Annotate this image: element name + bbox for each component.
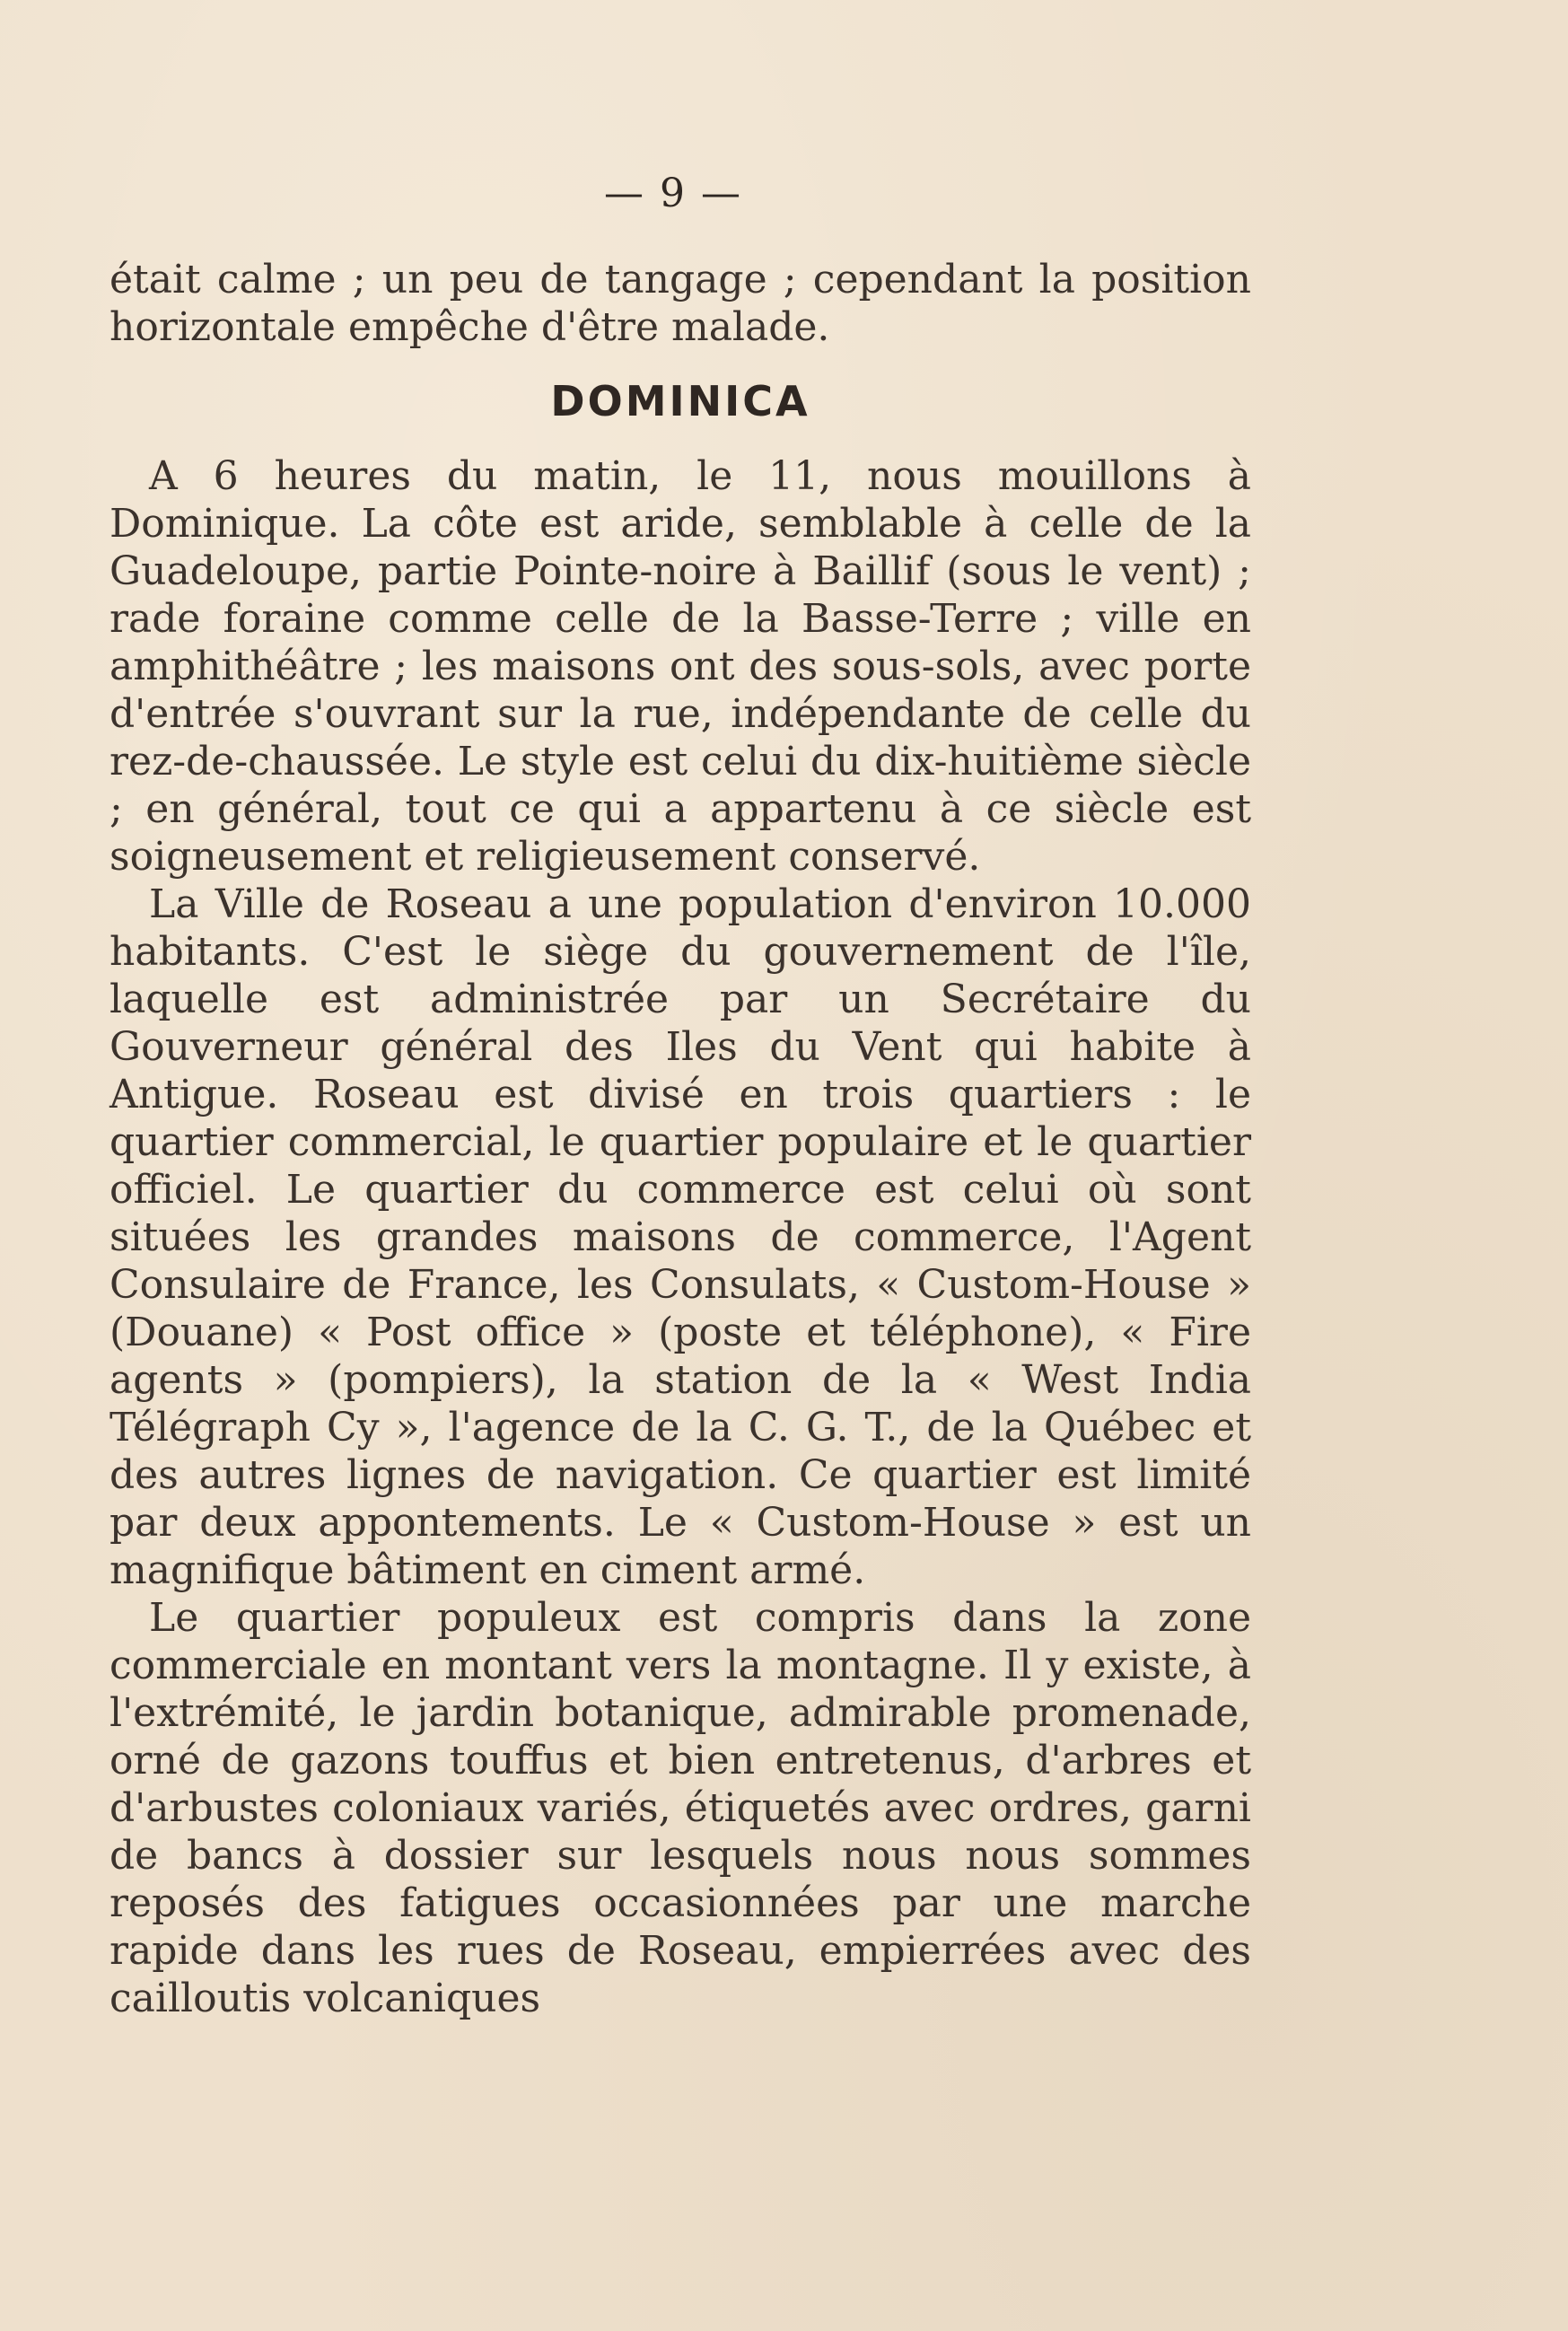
page-body bbox=[109, 256, 1251, 2022]
page-number: — 9 — bbox=[604, 171, 742, 216]
opening-lines: était calme ; un peu de tangage ; cependant la position horizontale empêche d'être malade. bbox=[109, 257, 1251, 350]
paragraph: A 6 heures du matin, le 11, nous mouillons à Dominique. La côte est aride, semblable à celle de la Guadeloupe, partie Pointe-noire à Baillif (sous le vent) ; rade foraine comme celle de la Basse-Terre ; ville en amphithéâtre ; les maisons ont des sous-sols, avec porte d'entrée s'ouvrant sur la rue, indépendante de celle du rez-de-chaussée. Le style est celui du dix-huitième siècle ; en général, tout ce qui a appartenu à ce siècle est soigneusement et religieusement conservé. bbox=[109, 453, 1251, 880]
section-heading: DOMINICA bbox=[550, 377, 810, 425]
paragraph: La Ville de Roseau a une population d'environ 10.000 habitants. C'est le siège du gouvernement de l'île, laquelle est administrée par un Secrétaire du Gouverneur général des Iles du Vent qui habite à Antigue. Roseau est divisé en trois quartiers : le quartier commercial, le quartier populaire et le quartier officiel. Le quartier du commerce est celui où sont situées les grandes maisons de commerce, l'Agent Consulaire de France, les Consulats, « Custom-House » (Douane) « Post office » (poste et téléphone), « Fire agents » (pompiers), la station de la « West India Télégraph Cy », l'agence de la C. G. T., de la Québec et des autres lignes de navigation. Ce quartier est limité par deux appontements. Le « Custom-House » est un magnifique bâtiment en ciment armé. bbox=[109, 881, 1251, 1593]
paragraph: Le quartier populeux est compris dans la zone commerciale en montant vers la montagne. Il y existe, à l'extrémité, le jardin botanique, admirable promenade, orné de gazons touffus et bien entretenus, d'arbres et d'arbustes coloniaux variés, étiquetés avec ordres, garni de bancs à dossier sur lesquels nous nous sommes reposés des fatigues occasionnées par une marche rapide dans les rues de Roseau, empierrées avec des cailloutis volcaniques bbox=[109, 1595, 1251, 2021]
